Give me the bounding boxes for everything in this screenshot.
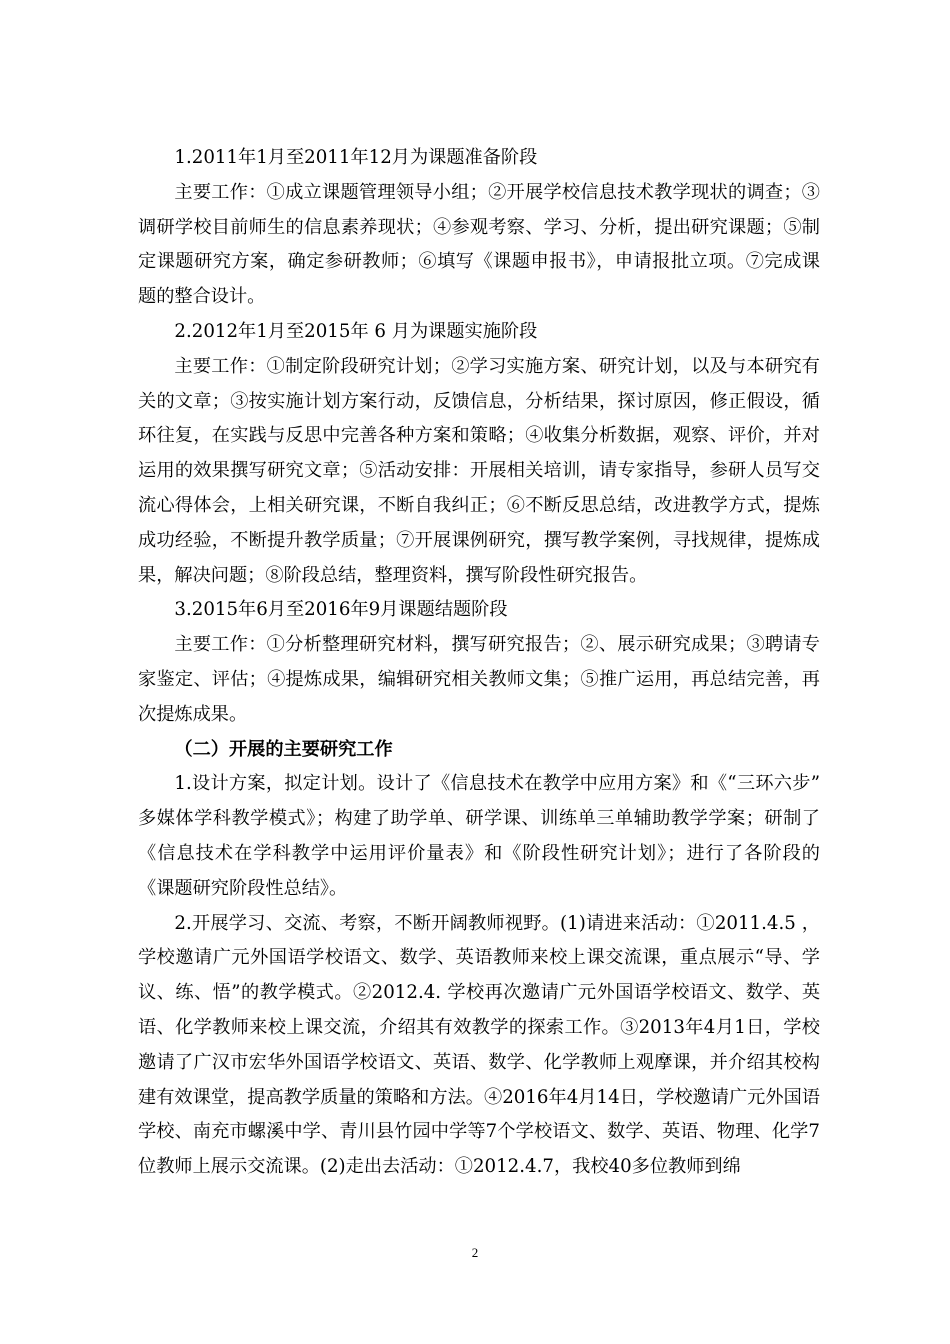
section-heading-main-research-work: （二）开展的主要研究工作 bbox=[174, 738, 393, 760]
paragraph-stage-2-title: 2.2012年1月至2015年 6 月为课题实施阶段 bbox=[174, 320, 538, 342]
paragraph-learning-exchange: 2.开展学习、交流、考察，不断开阔教师视野。(1)请进来活动：①2011.4.5 ，学校邀请广元外国语学校语文、数学、英语教师来校上课交流课，重点展示“导、学议、练、悟”的教学模式。②2012.4. 学校再次邀请广元外国语学校语文、数学、英语、化学教师来校上课交流，介绍其有效教学的探索工作。③2013年4月1日，学校邀请了广汉市宏华外国语学校语文、英语、数学、化学教师上观摩课，并介绍其校构建有效课堂，提高教学质量的策略和方法。④2016年4月14日，学校邀请广元外国语学校、南充市螺溪中学、青川县竹园中学等7个学校语文、数学、英语、物理、化学7位教师上展示交流课。(2)走出去活动：①2012.4.7，我校40多位教师到绵 bbox=[138, 912, 820, 1178]
paragraph-stage-1-work: 主要工作：①成立课题管理领导小组；②开展学校信息技术教学现状的调查；③调研学校目前师生的信息素养现状；④参观考察、学习、分析，提出研究课题；⑤制定课题研究方案，确定参研教师；⑥填写《课题申报书》，申请报批立项。⑦完成课题的整合设计。 bbox=[138, 181, 820, 308]
paragraph-stage-3-title: 3.2015年6月至2016年9月课题结题阶段 bbox=[174, 599, 508, 621]
page-number: 2 bbox=[471, 1245, 479, 1260]
paragraph-design-plan: 1.设计方案，拟定计划。设计了《信息技术在教学中应用方案》和《“三环六步” 多媒体学科教学模式》；构建了助学单、研学课、训练单三单辅助教学学案；研制了《信息技术在学科教学中运用评价量表》和《阶段性研究计划》；进行了各阶段的《课题研究阶段性总结》。 bbox=[138, 773, 820, 899]
document-body bbox=[138, 141, 820, 1185]
paragraph-stage-1-title: 1.2011年1月至2011年12月为课题准备阶段 bbox=[174, 147, 538, 168]
paragraph-stage-3-work: 主要工作：①分析整理研究材料，撰写研究报告；②、展示研究成果；③聘请专家鉴定、评估；④提炼成果，编辑研究相关教师文集；⑤推广运用，再总结完善，再次提炼成果。 bbox=[138, 634, 820, 725]
paragraph-stage-2-work: 主要工作：①制定阶段研究计划；②学习实施方案、研究计划，以及与本研究有关的文章；③按实施计划方案行动，反馈信息，分析结果，探讨原因，修正假设，循环往复，在实践与反思中完善各种方案和策略；④收集分析数据，观察、评价，并对运用的效果撰写研究文章；⑤活动安排：开展相关培训，请专家指导，参研人员写交流心得体会，上相关研究课，不断自我纠正；⑥不断反思总结，改进教学方式，提炼成功经验，不断提升教学质量；⑦开展课例研究，撰写教学案例，寻找规律，提炼成果，解决问题；⑧阶段总结，整理资料，撰写阶段性研究报告。 bbox=[138, 355, 820, 586]
